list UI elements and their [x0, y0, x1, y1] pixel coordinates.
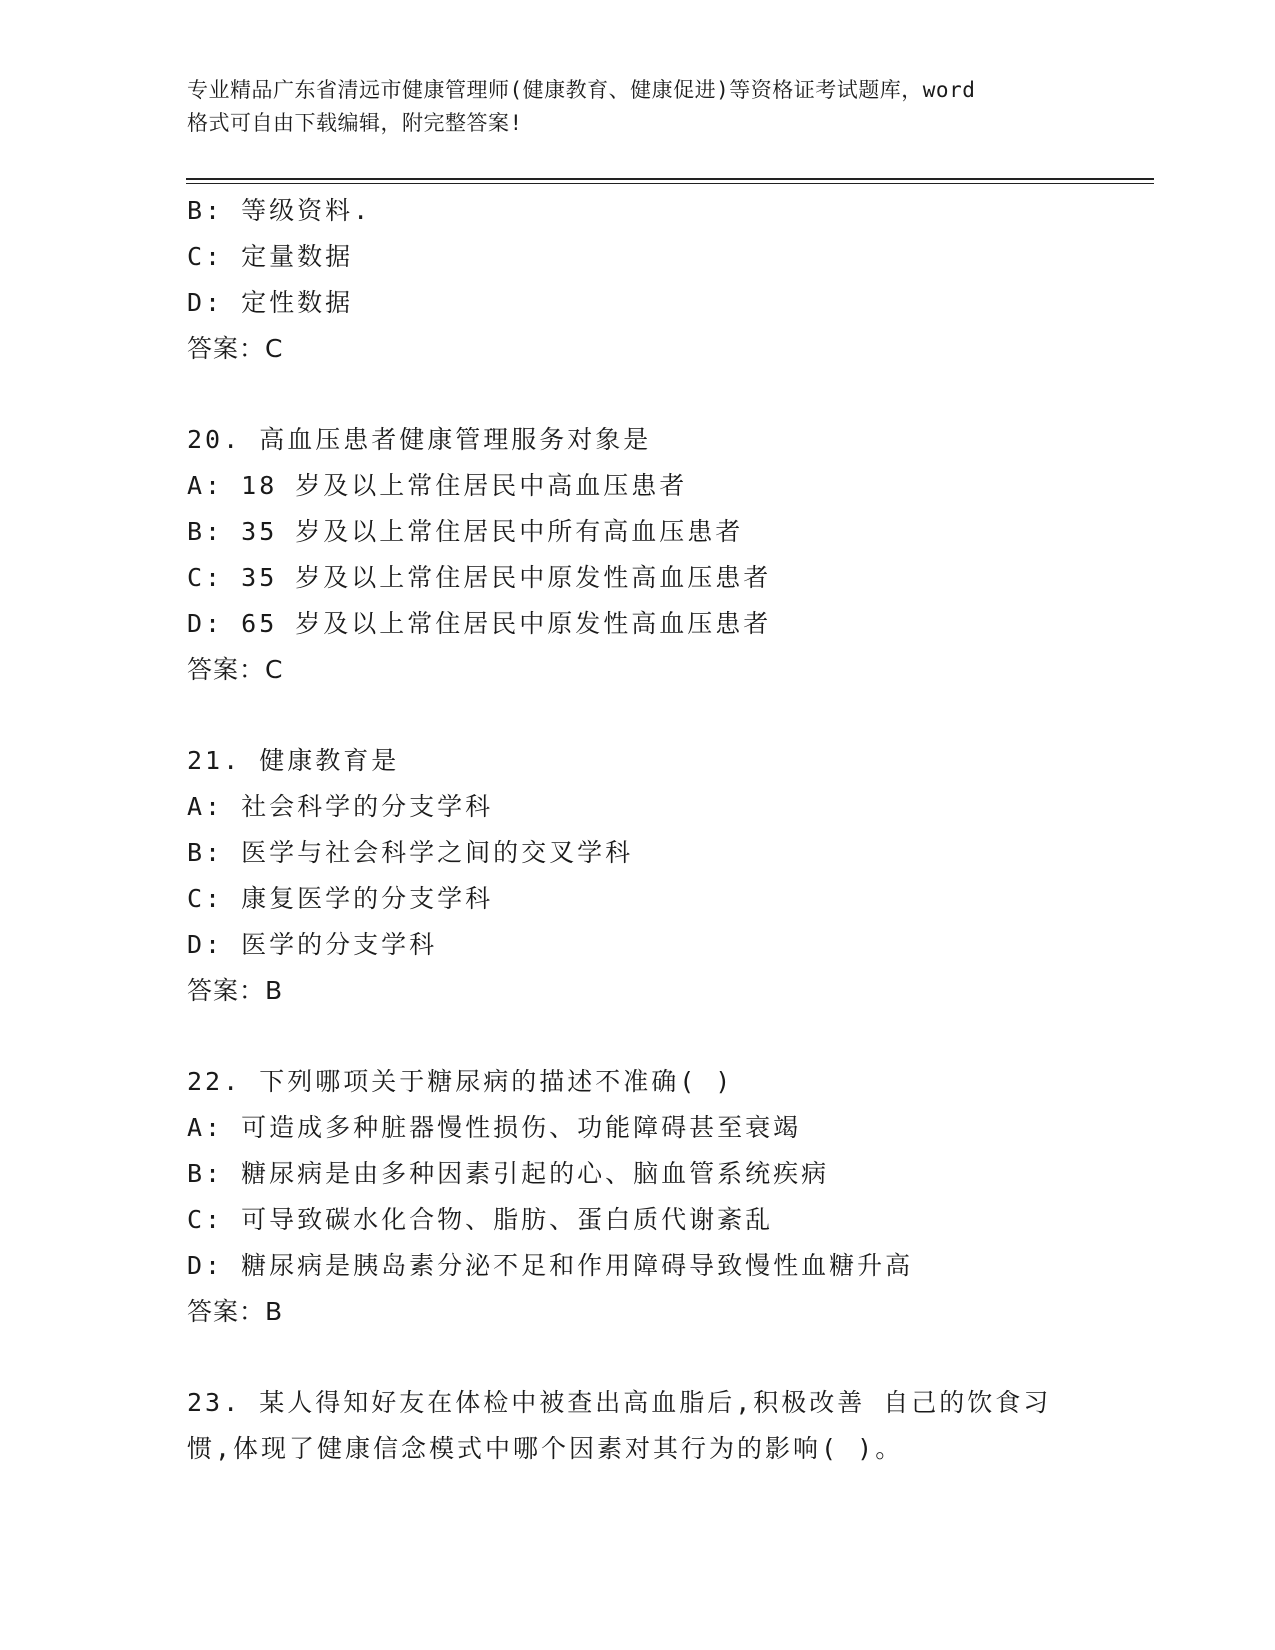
question-stem-line-1: 23. 某人得知好友在体检中被查出高血脂后,积极改善 自己的饮食习 [187, 1388, 1052, 1417]
answer-label: 答案：B [187, 1297, 284, 1326]
header-line-2: 格式可自由下载编辑，附完整答案! [187, 111, 523, 135]
option-a: A: 可造成多种脏器慢性损伤、功能障碍甚至衰竭 [187, 1113, 802, 1142]
option-d: D: 65 岁及以上常住居民中原发性高血压患者 [187, 609, 772, 638]
question-stem: 20. 高血压患者健康管理服务对象是 [187, 425, 652, 454]
header-line-1: 专业精品广东省清远市健康管理师(健康教育、健康促进)等资格证考试题库，word [187, 78, 976, 102]
question-stem-line-2: 惯,体现了健康信念模式中哪个因素对其行为的影响( )。 [187, 1434, 904, 1463]
option-d: D: 定性数据 [187, 288, 354, 317]
question-stem: 21. 健康教育是 [187, 746, 400, 775]
option-c: C: 定量数据 [187, 242, 354, 271]
spacer [187, 372, 1147, 417]
spacer [187, 1014, 1147, 1059]
option-c: C: 康复医学的分支学科 [187, 884, 494, 913]
header-divider [186, 178, 1154, 184]
document-header [187, 74, 1087, 140]
option-a: A: 社会科学的分支学科 [187, 792, 494, 821]
question-23 [187, 1380, 1147, 1472]
option-b: B: 等级资料. [187, 196, 372, 225]
answer-label: 答案：C [187, 655, 284, 684]
spacer [187, 1335, 1147, 1380]
option-a: A: 18 岁及以上常住居民中高血压患者 [187, 471, 688, 500]
answer-label: 答案：C [187, 334, 284, 363]
question-stem: 22. 下列哪项关于糖尿病的描述不准确( ) [187, 1067, 734, 1096]
answer-label: 答案：B [187, 976, 284, 1005]
option-c: C: 可导致碳水化合物、脂肪、蛋白质代谢紊乱 [187, 1205, 774, 1234]
question-21 [187, 738, 1147, 1014]
option-d: D: 糖尿病是胰岛素分泌不足和作用障碍导致慢性血糖升高 [187, 1251, 914, 1280]
question-list [187, 188, 1147, 1472]
option-b: B: 医学与社会科学之间的交叉学科 [187, 838, 634, 867]
question-20 [187, 417, 1147, 693]
option-c: C: 35 岁及以上常住居民中原发性高血压患者 [187, 563, 772, 592]
spacer [187, 693, 1147, 738]
question-22 [187, 1059, 1147, 1335]
option-d: D: 医学的分支学科 [187, 930, 438, 959]
question-19-continued [187, 188, 1147, 372]
option-b: B: 糖尿病是由多种因素引起的心、脑血管系统疾病 [187, 1159, 830, 1188]
option-b: B: 35 岁及以上常住居民中所有高血压患者 [187, 517, 744, 546]
